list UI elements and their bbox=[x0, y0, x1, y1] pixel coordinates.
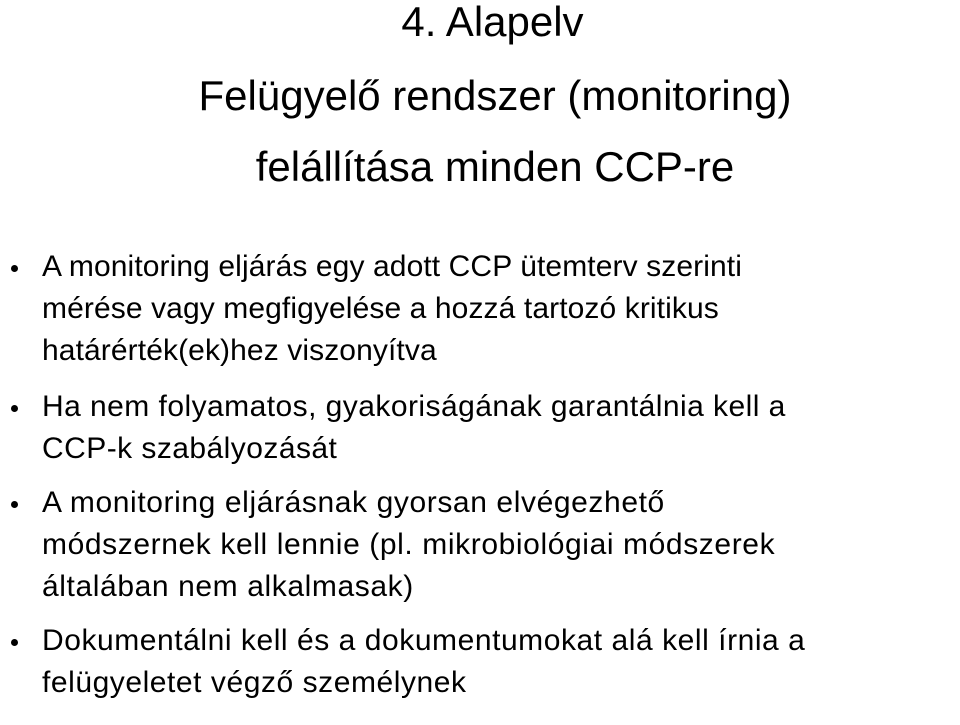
bullet-text-line: felügyeletet végző személynek bbox=[42, 666, 467, 699]
bullet-text-line: módszernek kell lennie (pl. mikrobiológiai módszerek bbox=[42, 528, 776, 561]
bullet-item-monitoring-definition bbox=[0, 246, 960, 372]
bullet-list bbox=[0, 246, 960, 704]
title-line-per-ccp: felállítása minden CCP-re bbox=[255, 143, 735, 190]
bullet-dot-icon bbox=[11, 265, 18, 272]
bullet-text-line: A monitoring eljárás egy adott CCP ütemterv szerinti bbox=[42, 250, 742, 283]
title-line-principle-number: 4. Alapelv bbox=[401, 0, 584, 45]
bullet-item-fast-methods bbox=[0, 482, 960, 608]
bullet-text-line: határérték(ek)hez viszonyítva bbox=[42, 334, 437, 367]
bullet-text-line: Ha nem folyamatos, gyakoriságának garantálnia kell a bbox=[42, 390, 786, 423]
bullet-item-frequency bbox=[0, 386, 960, 470]
bullet-text-line: A monitoring eljárásnak gyorsan elvégezhető bbox=[42, 486, 665, 519]
bullet-dot-icon bbox=[11, 501, 18, 508]
title-line-monitoring-system: Felügyelő rendszer (monitoring) bbox=[198, 72, 792, 119]
bullet-dot-icon bbox=[11, 639, 18, 646]
bullet-text-line: CCP-k szabályozását bbox=[42, 432, 338, 465]
bullet-text-line: mérése vagy megfigyelése a hozzá tartozó kritikus bbox=[42, 292, 719, 325]
bullet-dot-icon bbox=[11, 405, 18, 412]
bullet-text-line: Dokumentálni kell és a dokumentumokat alá kell írnia a bbox=[42, 624, 806, 657]
bullet-item-documentation bbox=[0, 620, 960, 704]
bullet-text-line: általában nem alkalmasak) bbox=[42, 570, 414, 603]
